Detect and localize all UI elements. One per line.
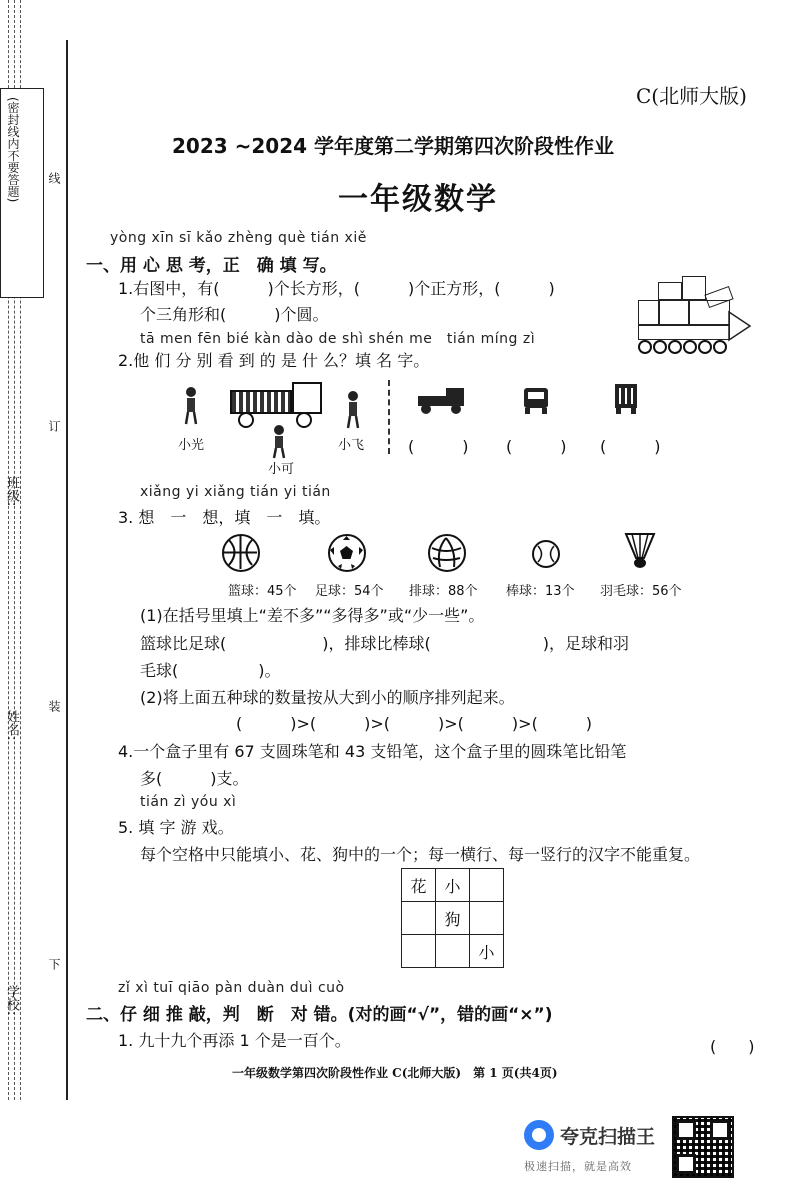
scanner-brand: 夸克扫描王	[560, 1126, 656, 1148]
section1-title: 一、用 心 思 考，正 确 填 写。	[86, 256, 337, 276]
q2-blank-front[interactable]: ( )	[506, 437, 567, 456]
truck-front-view-icon	[521, 384, 551, 416]
q4-line2: 多( )支。	[140, 769, 249, 788]
name-label: 姓名:	[4, 710, 19, 741]
q3-order-blanks[interactable]: ( )>( )>( )>( )>( )	[236, 714, 593, 733]
name-xiaoke: 小可	[268, 462, 295, 477]
truck-side-view-icon	[416, 386, 468, 416]
rectangle-shape	[658, 300, 690, 326]
name-xiaofei: 小飞	[338, 438, 365, 453]
q4-line1: 4.一个盒子里有 67 支圆珠笔和 43 支铅笔，这个盒子里的圆珠笔比铅笔	[118, 742, 627, 761]
grid-cell[interactable]	[470, 902, 504, 935]
circle-shape	[713, 340, 727, 354]
shuttlecock-icon	[622, 530, 658, 570]
rectangle-shape	[638, 324, 730, 340]
q1-line2: 个三角形和( )个圆。	[140, 305, 329, 324]
circle-shape	[638, 340, 652, 354]
binding-solid-line	[66, 40, 68, 1100]
section2-q1-blank[interactable]: ( )	[710, 1037, 755, 1056]
baseball-count: 棒球：13个	[506, 584, 575, 599]
child-figure-icon	[180, 386, 202, 426]
qr-code-icon	[672, 1116, 734, 1178]
rectangle-shape	[688, 300, 730, 326]
q3-text: 3. 想 一 想，填 一 填。	[118, 508, 331, 527]
grid-cell[interactable]: 小	[436, 869, 470, 902]
volleyball-count: 排球：88个	[409, 584, 478, 599]
scanner-logo-icon	[524, 1120, 554, 1150]
binding-ding-word: 订	[47, 420, 61, 432]
page-footer: 一年级数学第四次阶段性作业 C(北师大版) 第 1 页(共4页)	[232, 1066, 558, 1080]
class-label: 班级:	[4, 476, 19, 507]
child-figure-icon	[268, 424, 290, 460]
square-shape	[682, 276, 706, 300]
baseball-icon	[532, 540, 560, 568]
grid-cell[interactable]: 狗	[436, 902, 470, 935]
q3-pinyin: xiǎng yi xiǎng tián yi tián	[140, 484, 331, 500]
q3-sub2: (2)将上面五种球的数量按从大到小的顺序排列起来。	[140, 688, 515, 707]
q5-pinyin: tián zì yóu xì	[140, 794, 237, 810]
q5-rule: 每个空格中只能填小、花、狗中的一个；每一横行、每一竖行的汉字不能重复。	[140, 845, 701, 864]
square-shape	[638, 300, 660, 326]
section1-pinyin: yòng xīn sī kǎo zhèng què tián xiě	[110, 230, 367, 246]
soccer-count: 足球：54个	[315, 584, 384, 599]
q3-sub1-line1: 篮球比足球( )，排球比棒球( )，足球和羽	[140, 634, 629, 653]
shapes-figure	[634, 262, 754, 362]
grid-cell[interactable]	[402, 902, 436, 935]
basketball-count: 篮球：45个	[228, 584, 297, 599]
binding-line-word: 线	[47, 172, 61, 184]
rectangle-shape	[658, 282, 682, 300]
word-grid	[401, 868, 504, 968]
circle-shape	[683, 340, 697, 354]
q2-blank-back[interactable]: ( )	[600, 437, 661, 456]
section2-title: 二、仔 细 推 敲，判 断 对 错。(对的画“√”，错的画“×”)	[86, 1005, 553, 1025]
binding-notice-box	[0, 88, 44, 298]
binding-notice: (密封线内不要答题)	[6, 97, 20, 203]
q2-text: 2.他 们 分 别 看 到 的 是 什 么？填 名 字。	[118, 351, 430, 370]
q3-sub1-line2: 毛球( )。	[140, 661, 281, 680]
circle-shape	[668, 340, 682, 354]
grid-cell[interactable]: 小	[470, 935, 504, 968]
section2-q1: 1. 九十九个再添 1 个是一百个。	[118, 1031, 351, 1050]
volleyball-icon	[428, 534, 466, 572]
subject-title: 一年级数学	[338, 182, 498, 217]
shuttlecock-count: 羽毛球：56个	[600, 584, 682, 599]
q2-pinyin: tā men fēn bié kàn dào de shì shén me tián míng zì	[140, 331, 536, 347]
section2-pinyin: zǐ xì tuī qiāo pàn duàn duì cuò	[118, 980, 345, 996]
q3-sub1: (1)在括号里填上“差不多”“多得多”或“少一些”。	[140, 606, 485, 625]
binding-xia-word: 下	[47, 958, 61, 970]
scanner-slogan: 极速扫描，就是高效	[524, 1160, 632, 1173]
q2-blank-side[interactable]: ( )	[408, 437, 469, 456]
q5-text: 5. 填 字 游 戏。	[118, 818, 234, 837]
grid-cell[interactable]: 花	[402, 869, 436, 902]
soccer-ball-icon	[328, 534, 366, 572]
term-title: 2023 ~2024 学年度第二学期第四次阶段性作业	[172, 134, 615, 158]
grid-cell[interactable]	[402, 935, 436, 968]
circle-shape	[653, 340, 667, 354]
truck-back-view-icon	[612, 382, 640, 416]
child-figure-icon	[342, 390, 364, 430]
grid-cell[interactable]	[436, 935, 470, 968]
divider-line	[388, 380, 390, 454]
binding-zhuang-word: 装	[47, 700, 61, 712]
grid-cell[interactable]	[470, 869, 504, 902]
triangle-shape	[728, 310, 752, 342]
circle-shape	[698, 340, 712, 354]
name-xiaoguang: 小光	[178, 438, 205, 453]
edition-label: C(北师大版)	[636, 84, 747, 108]
school-label: 学校:	[4, 985, 19, 1016]
q1-line1: 1.右图中，有( )个长方形，( )个正方形，( )	[118, 279, 555, 298]
basketball-icon	[222, 534, 260, 572]
